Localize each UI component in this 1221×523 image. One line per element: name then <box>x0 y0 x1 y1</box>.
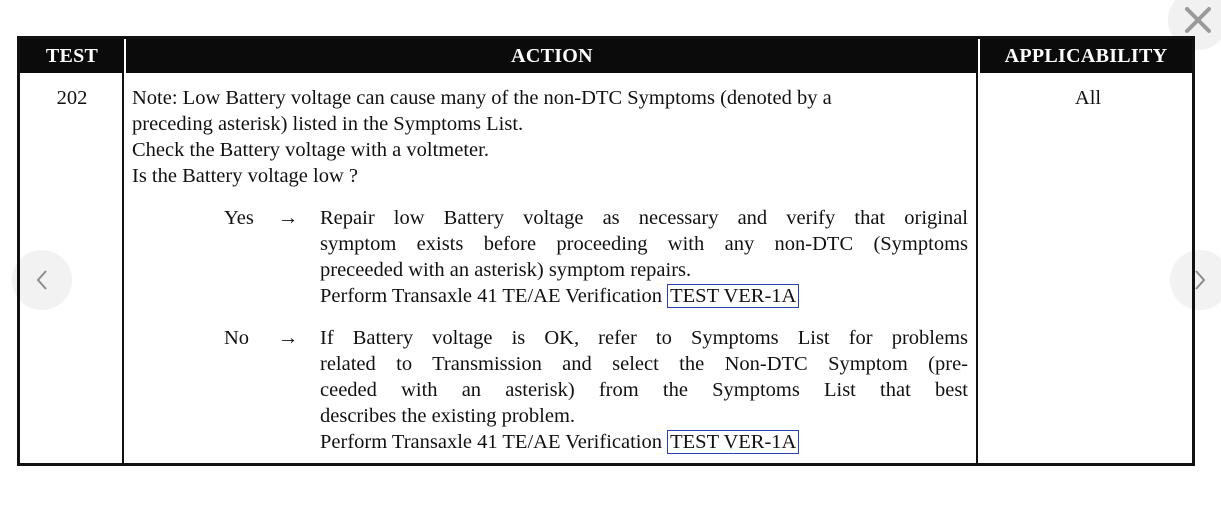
close-icon <box>1184 6 1212 34</box>
no-line: describes the existing problem. <box>320 405 576 427</box>
no-instructions <box>320 325 968 455</box>
yes-instructions <box>320 205 968 309</box>
header-applicability: APPLICABILITY <box>978 39 1192 73</box>
yes-label: Yes <box>224 207 254 229</box>
applicability-value: All <box>1074 87 1102 109</box>
no-perform-line <box>320 429 968 455</box>
action-line: Note: Low Battery voltage can cause many of the non-DTC Symptoms (denoted by a <box>132 87 832 109</box>
yes-perform-line <box>320 283 968 309</box>
action-line: Check the Battery voltage with a voltmeter. <box>132 139 489 161</box>
yes-perform-text: Perform Transaxle 41 TE/AE Verification <box>320 285 662 307</box>
no-line: If Battery voltage is OK, refer to Symptoms List for problems <box>320 327 968 349</box>
arrow-right-icon: → <box>278 327 299 349</box>
action-line: Is the Battery voltage low ? <box>132 165 359 187</box>
no-line: related to Transmission and select the Non-DTC Symptom (pre- <box>320 353 968 375</box>
yes-line: Repair low Battery voltage as necessary and verify that original <box>320 207 968 229</box>
diagnostic-test-table <box>17 36 1195 466</box>
action-line: preceding asterisk) listed in the Symptoms List. <box>132 113 524 135</box>
test-ver-1a-link[interactable]: TEST VER-1A <box>667 430 799 454</box>
test-ver-1a-link[interactable]: TEST VER-1A <box>667 284 799 308</box>
yes-line: preceeded with an asterisk) symptom repairs. <box>320 259 692 281</box>
action-question <box>132 85 972 189</box>
header-action: ACTION <box>124 39 978 73</box>
test-number: 202 <box>56 87 88 109</box>
no-perform-text: Perform Transaxle 41 TE/AE Verification <box>320 431 662 453</box>
arrow-right-icon: → <box>278 207 299 229</box>
no-line: ceeded with an asterisk) from the Symptoms List that best <box>320 379 968 401</box>
column-divider <box>122 73 124 463</box>
column-divider <box>976 73 978 463</box>
yes-line: symptom exists before proceeding with any non-DTC (Symptoms <box>320 233 968 255</box>
no-label: No <box>224 327 250 349</box>
header-test: TEST <box>20 39 124 73</box>
